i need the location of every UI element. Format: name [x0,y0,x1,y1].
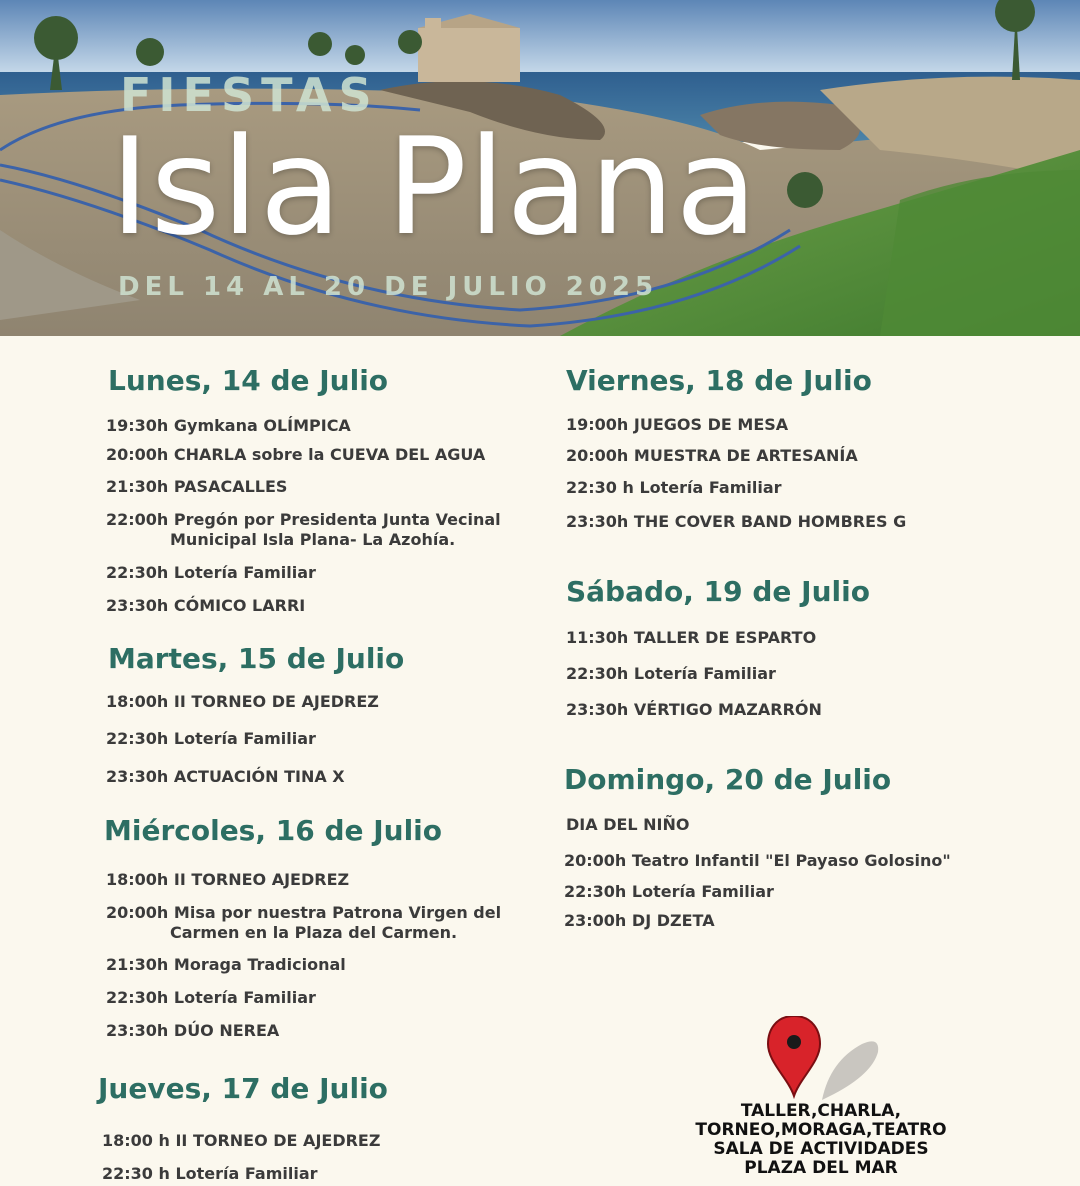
day-heading: Lunes, 14 de Julio [108,364,389,397]
event-time: 18:00h [106,870,169,889]
event-row [106,903,501,943]
event-desc: CÓMICO LARRI [173,596,306,615]
event-time: 21:30h [106,477,169,496]
event-row [566,446,858,466]
event-desc: Lotería Familiar [175,1164,318,1183]
event-desc: Moraga Tradicional [173,955,346,974]
event-time: 22:30h [106,563,169,582]
venue-info [676,1102,966,1178]
event-desc: Lotería Familiar [633,664,776,683]
event-time: 23:00h [564,911,627,930]
event-time: 20:00h [564,851,627,870]
day-heading: Viernes, 18 de Julio [566,364,872,397]
day-heading: Sábado, 19 de Julio [566,575,870,608]
event-desc: II TORNEO AJEDREZ [173,870,350,889]
event-row [106,767,345,787]
event-row [102,1164,318,1184]
event-row [106,729,316,749]
event-desc: JUEGOS DE MESA [633,415,789,434]
event-row [106,477,287,497]
event-time: 19:00h [566,415,629,434]
day-heading: Domingo, 20 de Julio [564,763,892,796]
venue-line: TALLER,CHARLA, [740,1101,902,1121]
event-time: 23:30h [566,700,629,719]
event-time: 23:30h [566,512,629,531]
event-time: 20:00h [106,445,169,464]
event-time: 11:30h [566,628,629,647]
event-row [106,596,305,616]
event-desc: MUESTRA DE ARTESANÍA [633,446,858,465]
event-desc: Pregón por Presidenta Junta Vecinal [173,510,501,529]
event-desc: II TORNEO DE AJEDREZ [175,1131,381,1150]
venue-line: SALA DE ACTIVIDADES [713,1139,929,1159]
hero-kicker: FIESTAS [120,68,379,122]
event-row [564,911,715,931]
event-desc: Teatro Infantil "El Payaso Golosino" [631,851,951,870]
event-row [566,664,776,684]
day-heading: Martes, 15 de Julio [108,642,405,675]
event-row [106,870,349,890]
event-time: 23:30h [106,767,169,786]
event-row [566,815,690,835]
event-desc: Misa por nuestra Patrona Virgen del [173,903,502,922]
event-desc: Lotería Familiar [173,988,316,1007]
event-row [564,882,774,902]
event-time: 23:30h [106,1021,169,1040]
hero-title: Isla Plana [110,109,759,265]
venue-line: PLAZA DEL MAR [744,1158,898,1178]
event-time: 22:30h [106,729,169,748]
event-row [106,445,485,465]
event-time: 20:00h [106,903,169,922]
event-time: 22:30h [106,988,169,1007]
event-desc: Lotería Familiar [173,563,316,582]
event-desc: PASACALLES [173,477,288,496]
event-time: 22:30 h [102,1164,170,1183]
event-desc: DÚO NEREA [173,1021,280,1040]
hero-dates: DEL 14 AL 20 DE JULIO 2025 [118,272,659,302]
hero-banner [0,0,1080,336]
event-row [106,692,379,712]
event-time: 20:00h [566,446,629,465]
event-desc: Lotería Familiar [639,478,782,497]
event-desc: VÉRTIGO MAZARRÓN [633,700,822,719]
event-row [106,416,351,436]
event-row [106,988,316,1008]
event-row [566,512,906,532]
event-row [106,955,346,975]
day-heading: Jueves, 17 de Julio [98,1072,388,1105]
event-time: 18:00 h [102,1131,170,1150]
event-desc: CHARLA sobre la CUEVA DEL AGUA [173,445,486,464]
event-time: 22:00h [106,510,169,529]
event-desc: THE COVER BAND HOMBRES G [633,512,907,531]
event-row [564,851,951,871]
event-desc: Gymkana OLÍMPICA [173,416,351,435]
event-time: 22:30 h [566,478,634,497]
event-desc-cont: Municipal Isla Plana- La Azohía. [170,530,456,549]
event-desc: Lotería Familiar [631,882,774,901]
event-desc: ACTUACIÓN TINA X [173,767,345,786]
event-time: 22:30h [566,664,629,683]
event-row [106,510,501,550]
event-row [566,628,816,648]
event-row [102,1131,380,1151]
event-row [106,563,316,583]
day-heading: Miércoles, 16 de Julio [104,814,443,847]
venue-line: TORNEO,MORAGA,TEATRO [695,1120,947,1140]
event-row [566,478,782,498]
event-desc: TALLER DE ESPARTO [633,628,817,647]
event-desc: II TORNEO DE AJEDREZ [173,692,379,711]
event-time: 21:30h [106,955,169,974]
event-time: 19:30h [106,416,169,435]
event-row [566,700,822,720]
event-time: 23:30h [106,596,169,615]
event-time: 18:00h [106,692,169,711]
event-row [106,1021,279,1041]
event-desc: Lotería Familiar [173,729,316,748]
map-pin-icon [762,1016,886,1100]
event-row [566,415,788,435]
event-desc: DIA DEL NIÑO [566,815,690,834]
event-desc-cont: Carmen en la Plaza del Carmen. [170,923,458,942]
event-time: 22:30h [564,882,627,901]
event-desc: DJ DZETA [631,911,715,930]
